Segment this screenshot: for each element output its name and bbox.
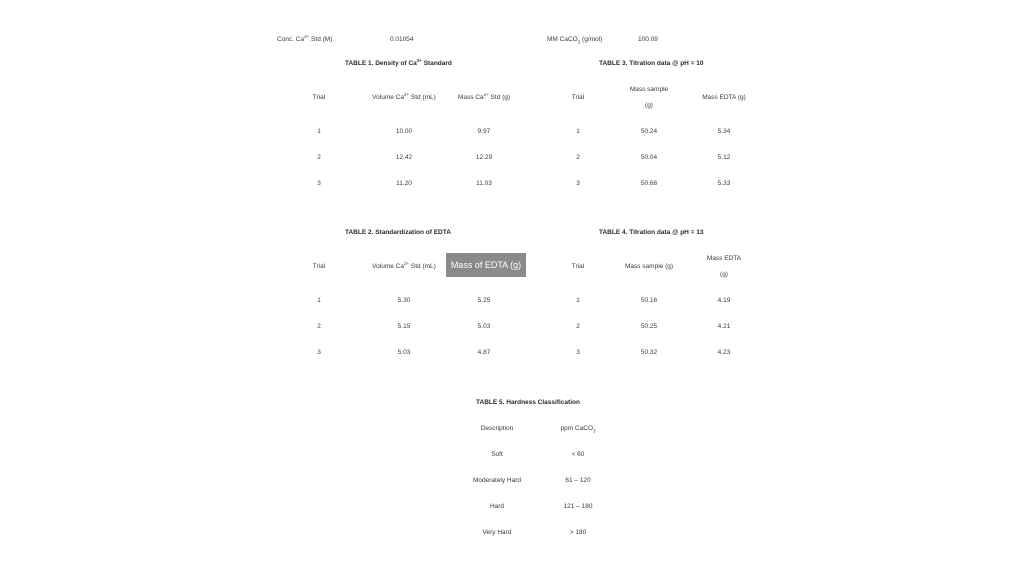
table4-cell: 50.25: [640, 323, 658, 330]
table2-title: TABLE 2. Standardization of EDTA: [345, 229, 451, 236]
table1-cell: 9.97: [477, 128, 491, 135]
table3-header-sample-line2: (g): [645, 102, 653, 109]
table4-header-edta-line2: (g): [720, 271, 728, 278]
table2-cell: 3: [317, 349, 321, 356]
table2-header-mass-highlighted: Mass of EDTA (g): [446, 253, 526, 277]
table2-header-trial: Trial: [312, 263, 326, 270]
table3-cell: 5.34: [717, 128, 731, 135]
table3-header-sample-line1: Mass sample: [629, 86, 669, 93]
table2-cell: 4.87: [477, 349, 491, 356]
table3-header-edta: Mass EDTA (g): [702, 94, 746, 101]
table3-cell: 2: [576, 154, 580, 161]
table5-cell: Soft: [491, 451, 503, 458]
table3-cell: 3: [576, 180, 580, 187]
mm-value: 100.09: [638, 36, 658, 43]
table1-cell: 12.29: [475, 154, 493, 161]
conc-value: 0.01054: [390, 36, 414, 43]
table4-header-trial: Trial: [571, 263, 585, 270]
table3-header-trial: Trial: [571, 94, 585, 101]
table1-cell: 11.03: [476, 180, 492, 187]
table3-cell: 50.24: [640, 128, 658, 135]
table4-title: TABLE 4. Titration data @ pH = 13: [599, 229, 704, 236]
table2-cell: 2: [317, 323, 321, 330]
table1-cell: 2: [317, 154, 321, 161]
table2-cell: 5.15: [397, 323, 411, 330]
table5-cell: 61 – 120: [565, 477, 591, 484]
table5-header-description: Description: [480, 425, 514, 432]
table1-header-volume: Volume $Ca^{2+}$ Std (mL): [372, 91, 436, 101]
table3-cell: 5.33: [717, 180, 731, 187]
table5-cell: Moderately Hard: [472, 477, 522, 484]
table5-cell: < 60: [571, 451, 585, 458]
table5-cell: Hard: [489, 503, 505, 510]
table1-cell: 10.00: [395, 128, 413, 135]
table4-cell: 4.23: [717, 349, 731, 356]
table5-header-ppm: ppm CaCO$_3$: [560, 425, 596, 434]
table3-cell: 50.68: [640, 180, 658, 187]
table2-cell: 5.03: [477, 323, 491, 330]
table4-cell: 3: [576, 349, 580, 356]
table4-cell: 1: [576, 297, 580, 304]
table4-cell: 4.19: [717, 297, 731, 304]
table4-cell: 4.21: [717, 323, 731, 330]
table1-cell: 1: [317, 128, 321, 135]
table2-cell: 5.25: [477, 297, 491, 304]
conc-label: Conc. $Ca^{2+}$ Std (M): [277, 33, 333, 43]
mm-label: MM CaCO$_3$ (g/mol): [547, 36, 603, 45]
table4-cell: 2: [576, 323, 580, 330]
table4-cell: 50.32: [640, 349, 658, 356]
table2-cell: 5.30: [397, 297, 411, 304]
table5-cell: 121 – 180: [563, 503, 593, 510]
table3-cell: 5.12: [717, 154, 731, 161]
table5-cell: Very Hard: [482, 529, 512, 536]
table3-cell: 1: [576, 128, 580, 135]
table4-header-sample: Mass sample (g): [624, 263, 674, 270]
table1-title: TABLE 1. Density of $Ca^{2+}$ Standard: [345, 57, 452, 67]
table1-cell: 11.20: [396, 180, 412, 187]
table1-cell: 12.42: [395, 154, 413, 161]
table2-cell: 5.03: [397, 349, 411, 356]
table3-cell: 50.04: [640, 154, 658, 161]
table1-cell: 3: [317, 180, 321, 187]
table4-cell: 50.16: [640, 297, 658, 304]
table2-cell: 1: [317, 297, 321, 304]
table4-header-edta-line1: Mass EDTA: [706, 255, 742, 262]
table2-header-volume: Volume $Ca^{2+}$ Std (mL): [372, 260, 436, 270]
table1-header-mass: Mass $Ca^{2+}$ Std (g): [457, 91, 511, 101]
table5-title: TABLE 5. Hardness Classification: [476, 399, 580, 406]
table5-cell: > 180: [569, 529, 587, 536]
table3-title: TABLE 3. Titration data @ pH = 10: [599, 60, 704, 67]
table1-header-trial: Trial: [312, 94, 326, 101]
